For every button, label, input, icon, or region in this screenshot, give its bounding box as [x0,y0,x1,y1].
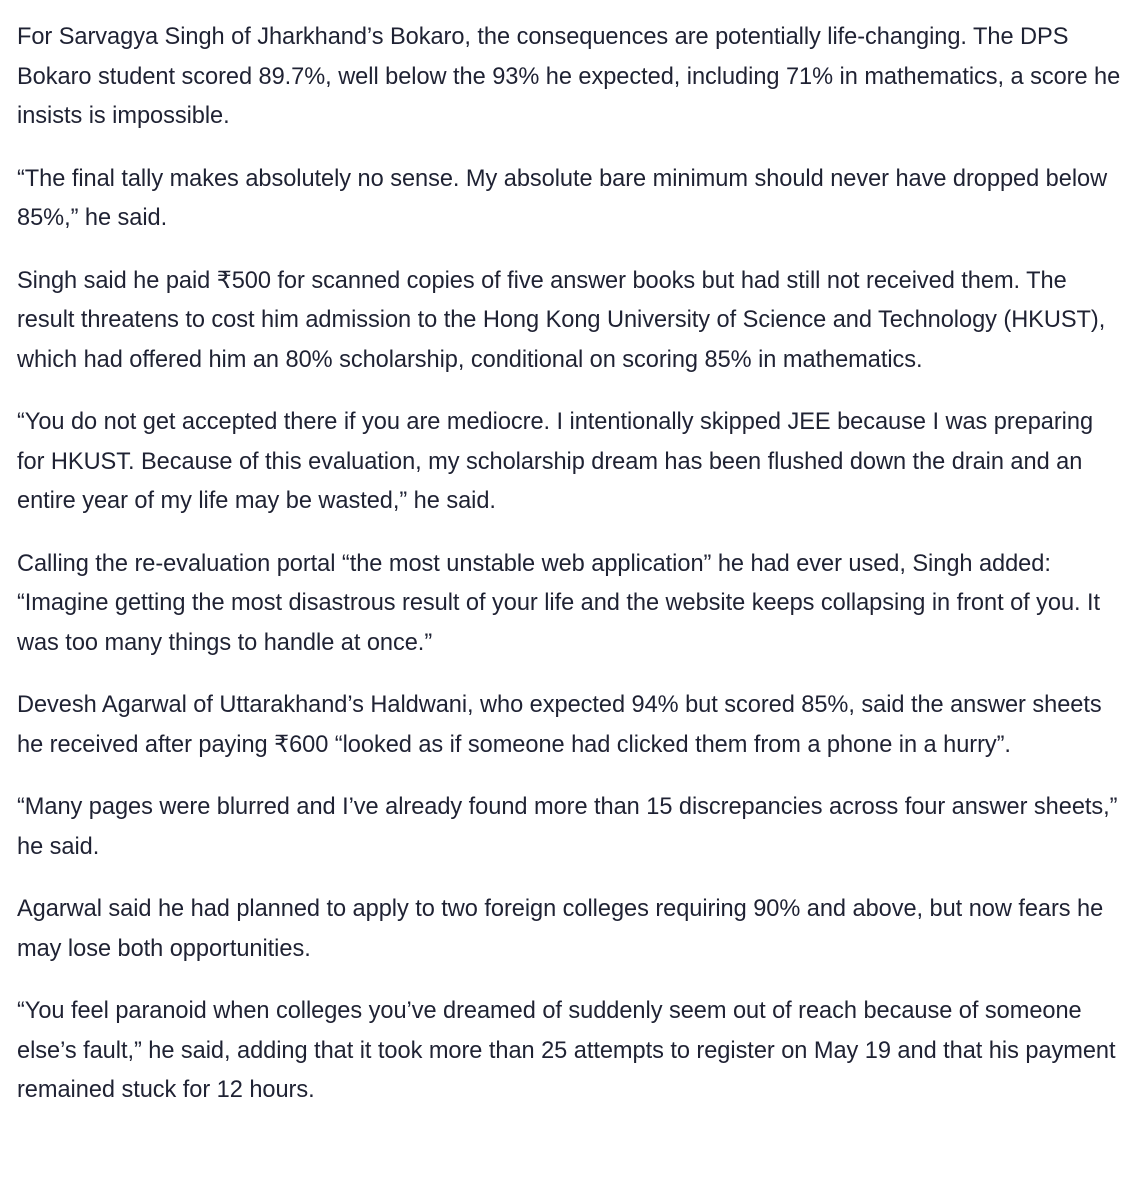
article-paragraph: “The final tally makes absolutely no sense. My absolute bare minimum should never have dropped below 85%,” he said. [17,165,1108,231]
article-paragraph: “You feel paranoid when colleges you’ve dreamed of suddenly seem out of reach because of someone else’s fault,” he said, adding that it took more than 25 attempts to register on May 19 and that his payment remained stuck for 12 hours. [17,998,1116,1103]
article-paragraph: Singh said he paid ₹500 for scanned copies of five answer books but had still not received them. The result threatens to cost him admission to the Hong Kong University of Science and Technology (HKUST), which had offered him an 80% scholarship, conditional on scoring 85% in mathematics. [17,267,1106,373]
article-paragraph: For Sarvagya Singh of Jharkhand’s Bokaro, the consequences are potentially life-changing. The DPS Bokaro student scored 89.7%, well below the 93% he expected, including 71% in mathematics, a score he insists is impossible. [17,24,1121,129]
article-paragraph: Calling the re-evaluation portal “the most unstable web application” he had ever used, Singh added: “Imagine getting the most disastrous result of your life and the website keeps collapsing in front of you. It was too many things to handle at once.” [17,550,1101,656]
article-paragraph: Agarwal said he had planned to apply to two foreign colleges requiring 90% and above, but now fears he may lose both opportunities. [17,896,1104,962]
article-paragraph: “You do not get accepted there if you are mediocre. I intentionally skipped JEE because I was preparing for HKUST. Because of this evaluation, my scholarship dream has been flushed down the drain and an entire year of my life may be wasted,” he said. [17,409,1094,514]
article-paragraph: Devesh Agarwal of Uttarakhand’s Haldwani, who expected 94% but scored 85%, said the answer sheets he received after paying ₹600 “looked as if someone had clicked them from a phone in a hurry”. [17,692,1102,758]
article-paragraph: “Many pages were blurred and I’ve already found more than 15 discrepancies across four answer sheets,” he said. [17,794,1118,860]
